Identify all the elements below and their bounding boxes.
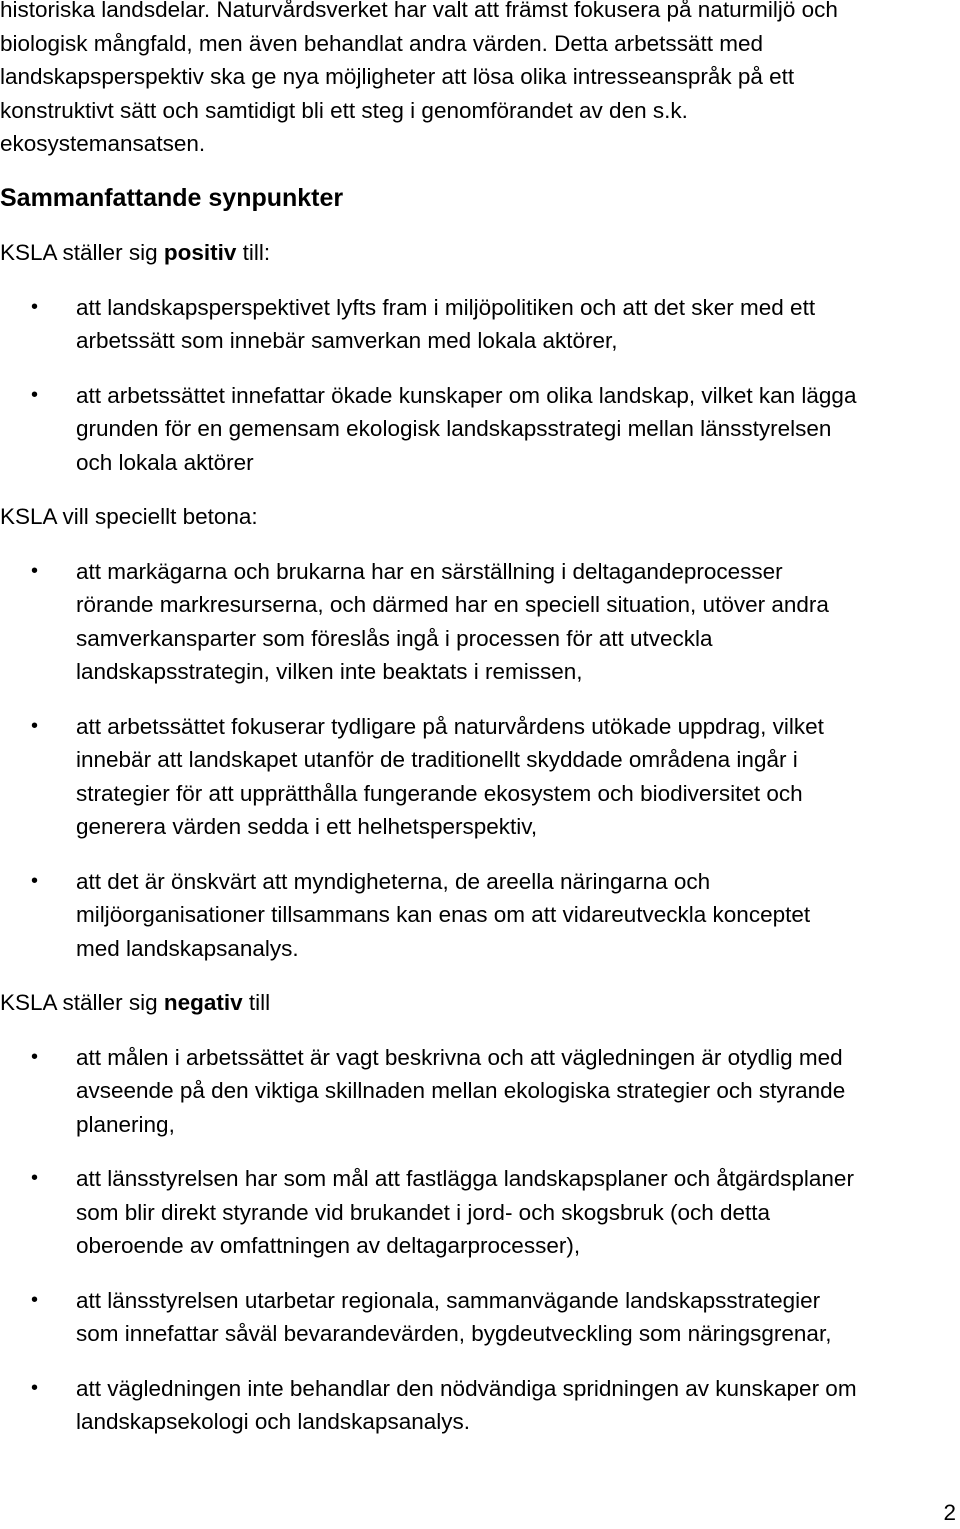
list-item-line: grunden för en gemensam ekologisk landskapsstrategi mellan länsstyrelsen [76,416,832,441]
list-item [0,379,958,480]
bullet-icon: • [31,1045,39,1068]
bullet-icon: • [31,383,39,406]
negative-list [0,1041,958,1439]
list-item-line: planering, [76,1111,175,1137]
list-item-line: att arbetssättet fokuserar tydligare på naturvårdens utökade uppdrag, vilket [76,713,824,739]
list-item-line: och lokala aktörer [76,449,254,475]
bullet-icon: • [31,1376,39,1399]
emphasis-lead: KSLA vill speciellt betona: [0,504,258,529]
list-item-line: generera värden sedda i ett helhetsperspektiv, [76,814,538,839]
section-heading: Sammanfattande synpunkter [0,183,344,212]
list-item [0,555,958,689]
intro-line: historiska landsdelar. Naturvårdsverket har valt att främst fokusera på naturmiljö och [0,0,838,22]
intro-line: konstruktivt sätt och samtidigt bli ett steg i genomförandet av den s.k. [0,97,688,123]
page-number: 2 [943,1500,956,1525]
list-item-line: att markägarna och brukarna har en särställning i deltagandeprocesser [76,558,783,584]
intro-line: biologisk mångfald, men även behandlat andra värden. Detta arbetssätt med [0,30,763,56]
list-item-line: miljöorganisationer tillsammans kan enas om att vidareutveckla konceptet [76,902,811,927]
negative-lead [0,986,958,1020]
list-item-line: att målen i arbetssättet är vagt beskrivna och att vägledningen är otydlig med [76,1044,843,1070]
list-item-line: att det är önskvärt att myndigheterna, de areella näringarna och [76,868,711,894]
bullet-icon: • [31,869,39,892]
intro-paragraph [0,0,958,161]
list-item-line: samverkansparter som föreslås ingå i processen för att utveckla [76,625,713,651]
lead-text: till: [236,240,271,265]
list-item [0,710,958,844]
list-item-line: innebär att landskapet utanför de traditionellt skyddade områdena ingår i [76,747,798,772]
list-item-line: att länsstyrelsen har som mål att fastlägga landskapsplaner och åtgärdsplaner [76,1166,854,1191]
intro-line: ekosystemansatsen. [0,131,206,156]
lead-bold-text: positiv [163,240,237,265]
emphasis-list [0,555,958,966]
bullet-icon: • [31,714,39,737]
list-item-line: strategier för att upprätthålla fungerande ekosystem och biodiversitet och [76,780,803,806]
bullet-icon: • [31,295,39,318]
bullet-icon: • [31,1167,39,1189]
list-item-line: avseende på den viktiga skillnaden mellan ekologiska strategier och styrande [76,1078,846,1103]
lead-text: KSLA ställer sig [0,240,164,265]
lead-text: KSLA ställer sig [0,990,164,1015]
list-item-line: oberoende av omfattningen av deltagarprocesser), [76,1233,581,1258]
list-item [0,291,958,358]
list-item-line: med landskapsanalys. [76,935,299,961]
list-item [0,1372,958,1439]
list-item-line: att vägledningen inte behandlar den nödvändiga spridningen av kunskaper om [76,1375,857,1401]
list-item-line: som innefattar såväl bevarandevärden, bygdeutveckling som näringsgrenar, [76,1321,832,1346]
list-item-line: att arbetssättet innefattar ökade kunskaper om olika landskap, vilket kan lägga [76,382,857,408]
bullet-icon: • [31,1288,39,1311]
list-item-line: att landskapsperspektivet lyfts fram i miljöpolitiken och att det sker med ett [76,294,816,320]
list-item-line: rörande markresurserna, och därmed har en speciell situation, utöver andra [76,592,829,617]
list-item-line: som blir direkt styrande vid brukandet i jord- och skogsbruk (och detta [76,1199,771,1225]
list-item-line: arbetssätt som innebär samverkan med lokala aktörer, [76,328,618,353]
positive-lead [0,236,958,270]
list-item-line: att länsstyrelsen utarbetar regionala, sammanvägande landskapsstrategier [76,1287,821,1313]
list-item [0,1162,958,1263]
list-item-line: landskapsekologi och landskapsanalys. [76,1409,471,1434]
intro-line: landskapsperspektiv ska ge nya möjligheter att lösa olika intresseanspråk på ett [0,64,795,89]
bullet-icon: • [31,559,39,582]
lead-text: till [242,990,271,1015]
list-item [0,1284,958,1351]
positive-list [0,291,958,480]
list-item [0,1041,958,1142]
list-item [0,865,958,966]
list-item-line: landskapsstrategin, vilken inte beaktats i remissen, [76,659,583,684]
lead-bold-text: negativ [163,990,243,1015]
